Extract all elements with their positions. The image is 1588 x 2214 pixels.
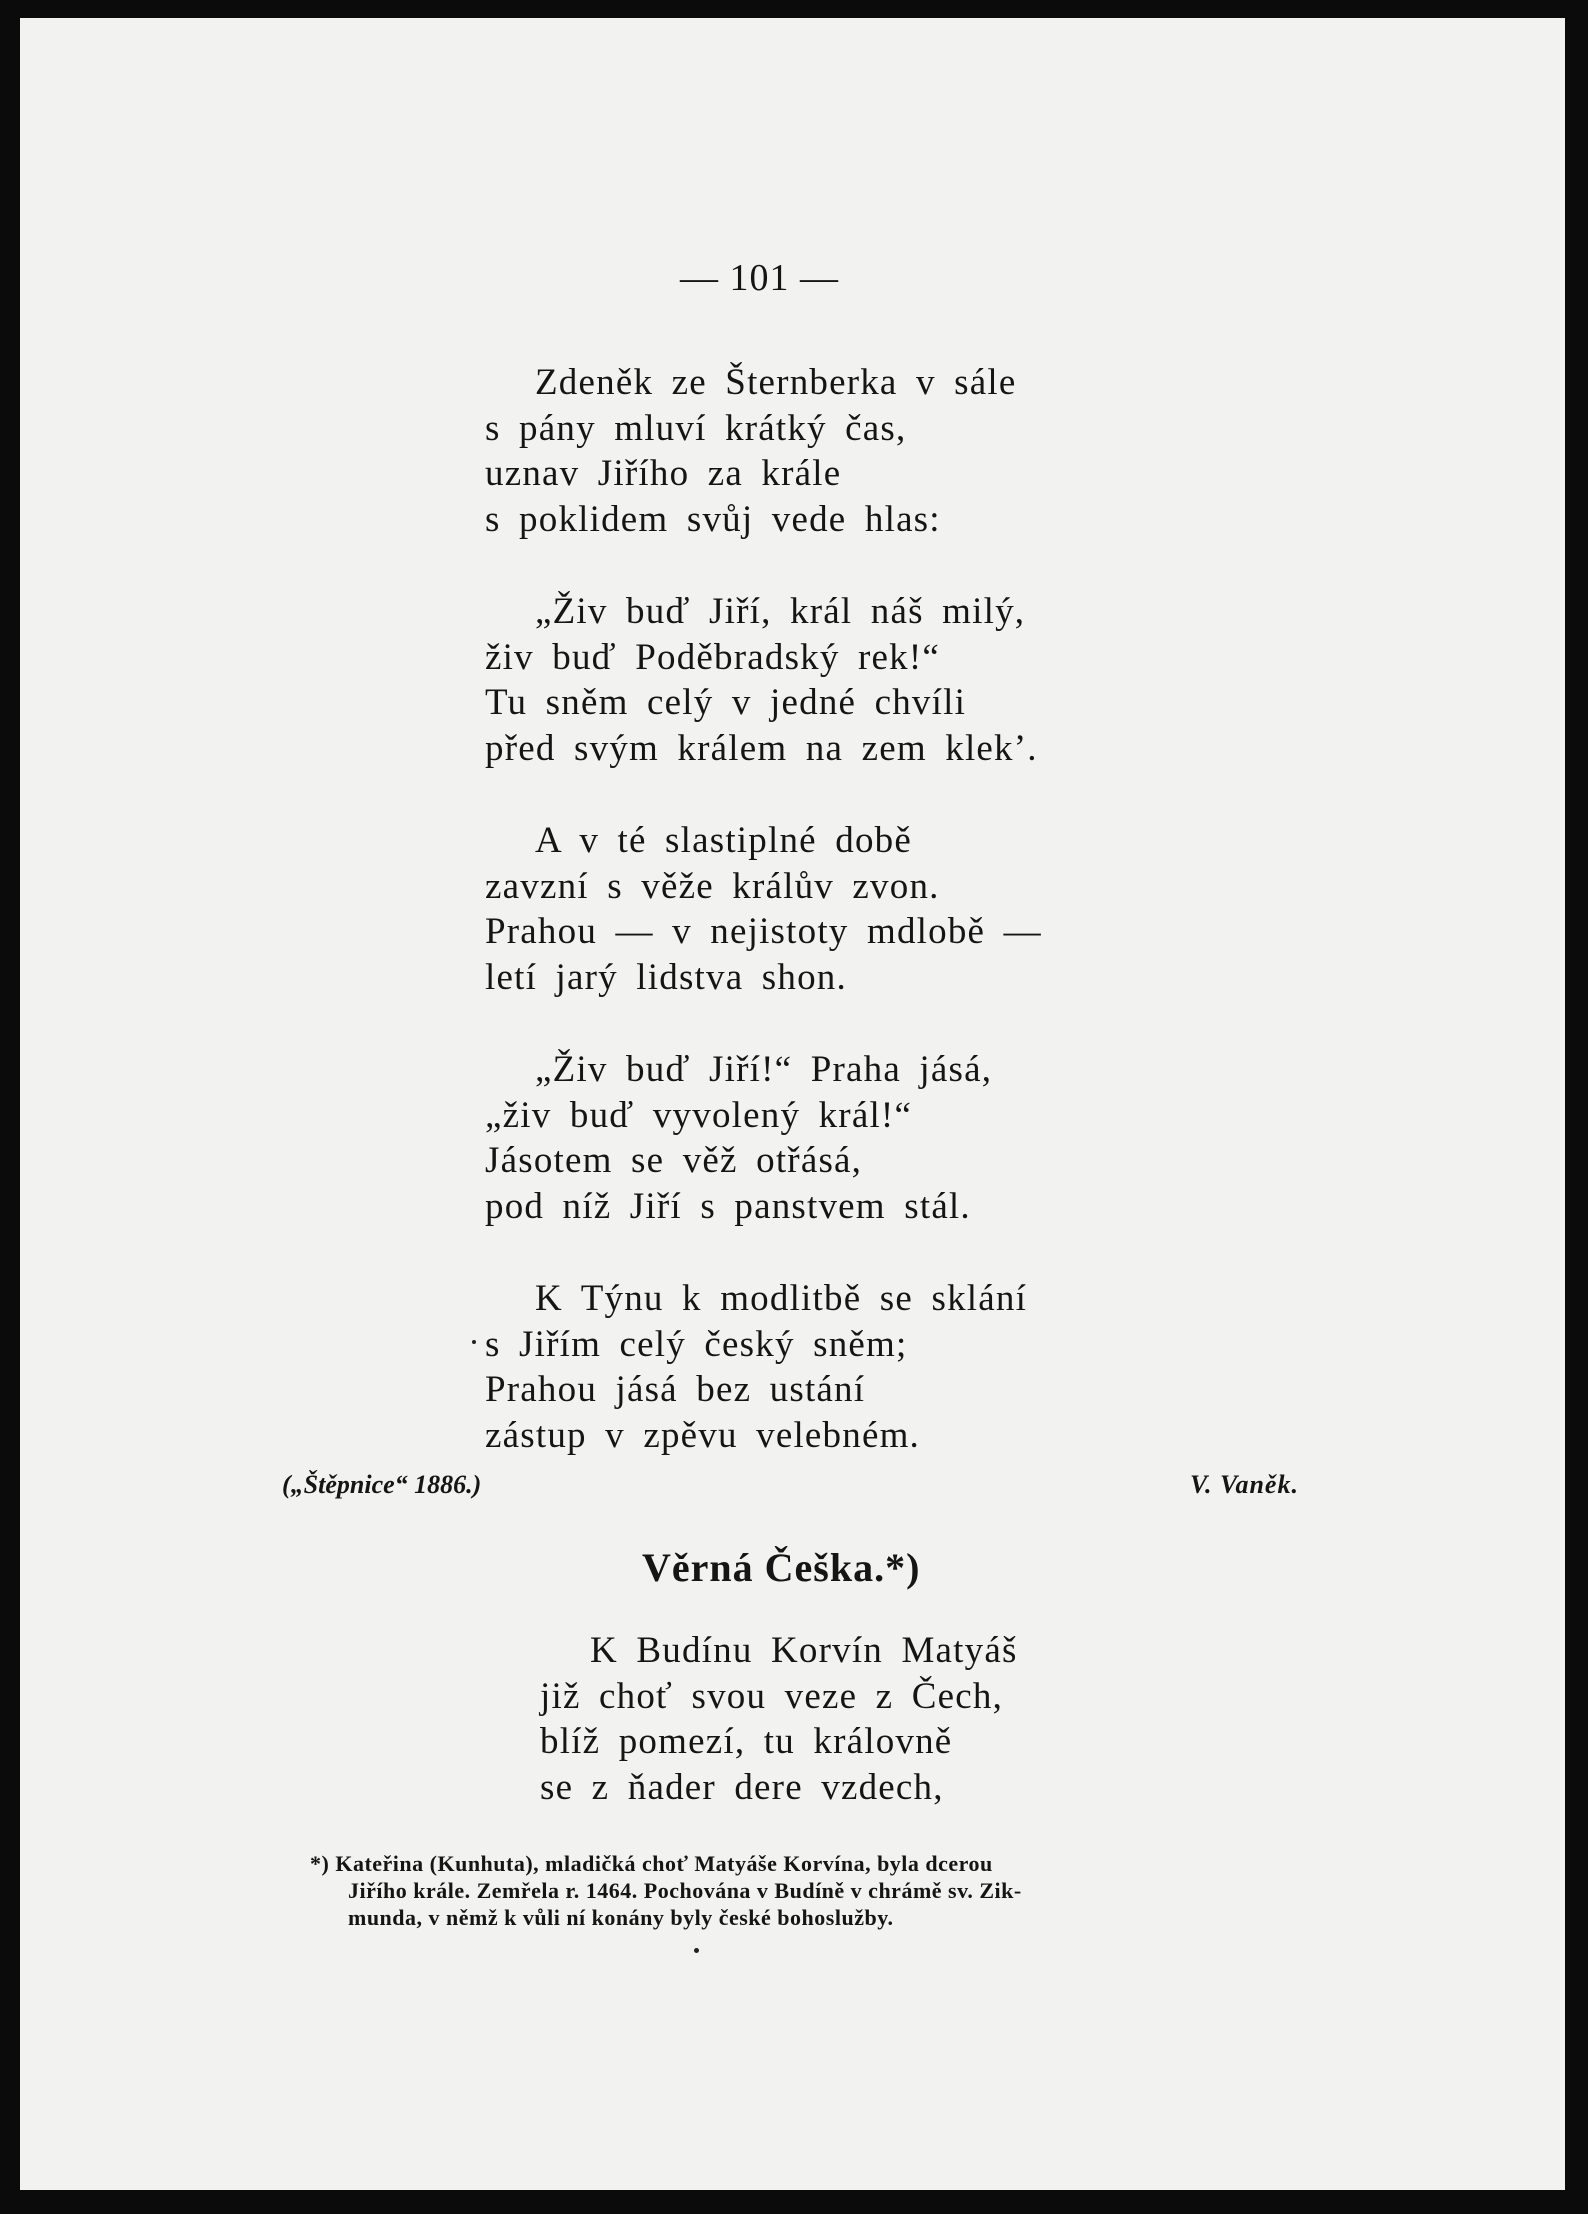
verse-line: zavzní s věže králův zvon. — [485, 865, 940, 907]
footnote-line: munda, v němž k vůli ní konány byly české bohoslužby. — [348, 1905, 894, 1930]
stanza-3 — [485, 818, 1042, 1000]
verse-line: zástup v zpěvu velebném. — [485, 1414, 920, 1456]
verse-line: Prahou — v nejistoty mdlobě — — [485, 911, 1042, 952]
verse-line: letí jarý lidstva shon. — [485, 956, 847, 998]
footnote-line: *) Kateřina (Kunhuta), mladičká choť Matyáše Korvína, byla dcerou — [310, 1851, 993, 1876]
verse-line: s Jiřím celý český sněm; — [485, 1323, 908, 1365]
stanza-5 — [485, 1276, 1042, 1458]
verse-line: „Živ buď Jiří, král náš milý, — [535, 591, 1026, 632]
verse-line: s pány mluví krátký čas, — [485, 407, 907, 449]
verse-line: K Budínu Korvín Matyáš — [590, 1630, 1018, 1671]
ink-speck — [694, 1948, 699, 1953]
verse-line: „živ buď vyvolený král!“ — [485, 1094, 913, 1136]
verse-line: blíž pomezí, tu královně — [540, 1721, 953, 1762]
verse-line: Prahou jásá bez ustání — [485, 1369, 866, 1410]
stanza-4 — [485, 1047, 1042, 1229]
stanza-2 — [485, 589, 1042, 771]
verse-line: A v té slastiplné době — [535, 820, 912, 861]
verse-line: živ buď Poděbradský rek!“ — [485, 636, 941, 678]
verse-line: „Živ buď Jiří!“ Praha jásá, — [535, 1049, 993, 1090]
verse-line: Zdeněk ze Šternberka v sále — [535, 362, 1017, 403]
poem — [485, 360, 1042, 1458]
stanza-1 — [485, 360, 1042, 542]
poem-source: („Štěpnice“ 1886.) — [282, 1470, 482, 1499]
verse-line: uznav Jiřího za krále — [485, 453, 842, 494]
verse-line: K Týnu k modlitbě se sklání — [535, 1278, 1028, 1319]
verse-line: pod níž Jiří s panstvem stál. — [485, 1185, 971, 1227]
footnote-line: Jiřího krále. Zemřela r. 1464. Pochována v Budíně v chrámě sv. Zik- — [348, 1878, 1022, 1903]
poem-2 — [540, 1628, 1018, 1810]
footnote — [310, 1850, 1300, 1931]
verse-line: před svým králem na zem klek’. — [485, 727, 1038, 769]
page-number: — 101 — — [680, 257, 839, 299]
verse-line: již choť svou veze z Čech, — [540, 1675, 1004, 1717]
verse-line: se z ňader dere vzdech, — [540, 1766, 944, 1808]
verse-line: Tu sněm celý v jedné chvíli — [485, 682, 967, 723]
poem-author: V. Vaněk. — [1190, 1470, 1299, 1499]
verse-line: Jásotem se věž otřásá, — [485, 1140, 863, 1181]
poem-title: Věrná Češka.*) — [642, 1545, 921, 1590]
book-page — [20, 18, 1565, 2190]
ink-speck — [472, 1340, 476, 1344]
verse-line: s poklidem svůj vede hlas: — [485, 498, 941, 540]
